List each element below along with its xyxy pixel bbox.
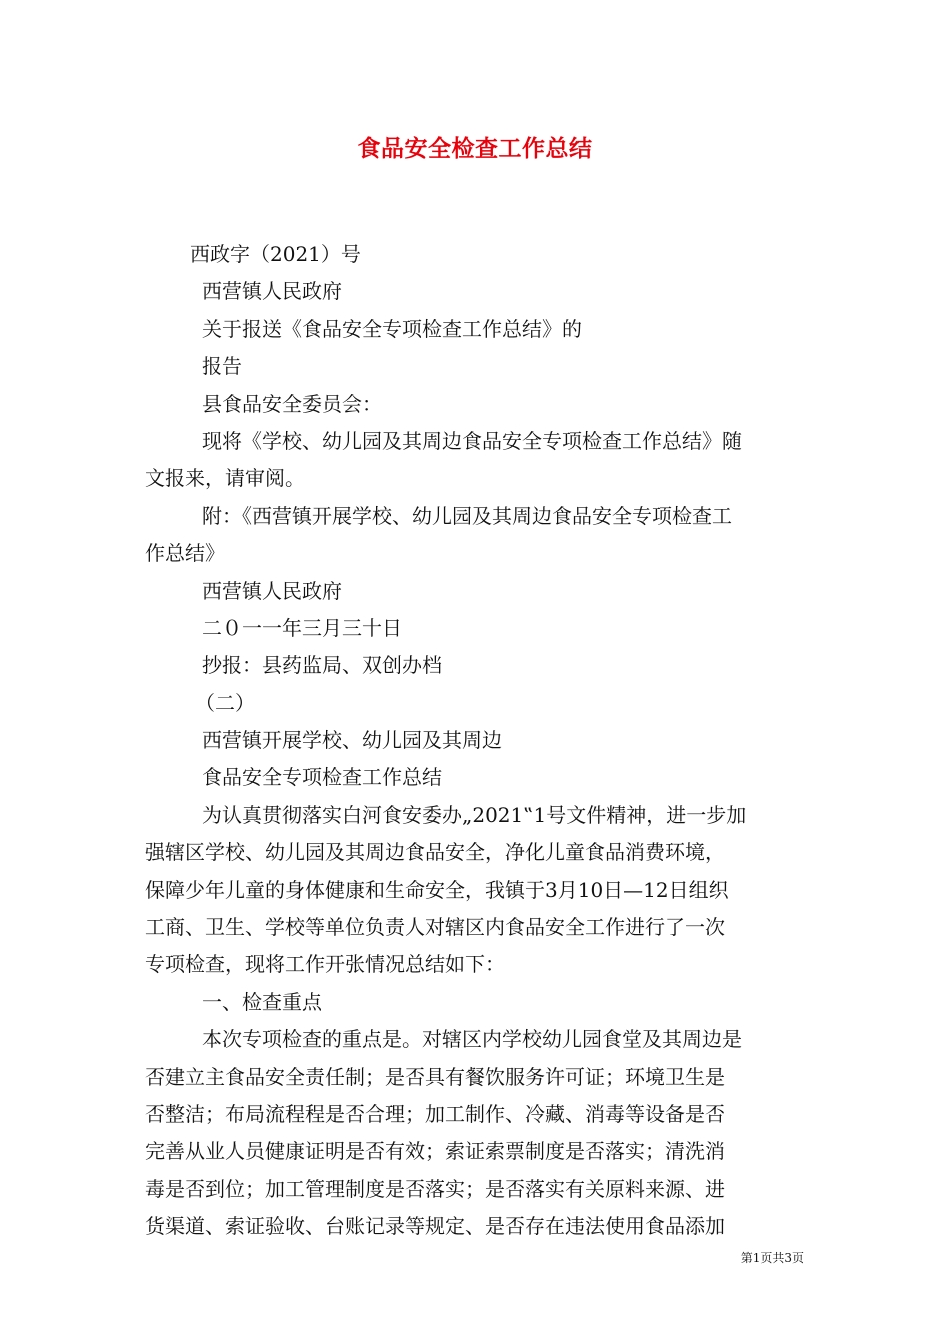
report-heading-line-2: 报告 [202,354,242,379]
attachment-line: 附：《西营镇开展学校、幼儿园及其周边食品安全专项检查工 [202,503,732,528]
cc-line: 抄报：县药监局、双创办档 [202,653,442,678]
report-heading-line-1: 关于报送《食品安全专项检查工作总结》的 [202,316,582,341]
paragraph-line: 毒是否到位；加工管理制度是否落实；是否落实有关原料来源、进 [145,1176,725,1201]
paragraph-line: 否建立主食品安全责任制；是否具有餐饮服务许可证；环境卫生是 [145,1064,725,1089]
paragraph-line: 文报来，请审阅。 [145,466,305,491]
paragraph-line: 为认真贯彻落实白河食安委办„2021‟1号文件精神，进一步加 [202,802,747,827]
paragraph-line: 货渠道、索证验收、台账记录等规定、是否存在违法使用食品添加 [145,1214,725,1239]
document-title: 食品安全检查工作总结 [357,135,593,162]
section-heading: 一、检查重点 [202,989,322,1014]
signature-date: 二０一一年三月三十日 [202,615,402,640]
paragraph-line: 本次专项检查的重点是。对辖区内学校幼儿园食堂及其周边是 [202,1027,742,1052]
issuer-name: 西营镇人民政府 [202,279,342,304]
paragraph-line: 保障少年儿童的身体健康和生命安全，我镇于3月10日—12日组织 [145,877,729,902]
summary-title-line-2: 食品安全专项检查工作总结 [202,765,442,790]
section-marker: （二） [195,690,255,715]
paragraph-line: 现将《学校、幼儿园及其周边食品安全专项检查工作总结》随 [202,428,742,453]
paragraph-line: 完善从业人员健康证明是否有效；索证索票制度是否落实；清洗消 [145,1139,725,1164]
signature-org: 西营镇人民政府 [202,578,342,603]
doc-number: 西政字（2021）号 [190,242,361,266]
summary-title-line-1: 西营镇开展学校、幼儿园及其周边 [202,728,502,753]
recipient: 县食品安全委员会： [202,391,382,416]
paragraph-line: 否整洁；布局流程程是否合理；加工制作、冷藏、消毒等设备是否 [145,1101,725,1126]
paragraph-line: 工商、卫生、学校等单位负责人对辖区内食品安全工作进行了一次 [145,915,725,940]
paragraph-line: 强辖区学校、幼儿园及其周边食品安全，净化儿童食品消费环境， [145,840,725,865]
attachment-line: 作总结》 [145,541,225,566]
page-number-footer: 第1页共3页 [740,1251,804,1265]
document-body [145,236,810,1246]
paragraph-line: 专项检查，现将工作开张情况总结如下： [145,952,505,977]
